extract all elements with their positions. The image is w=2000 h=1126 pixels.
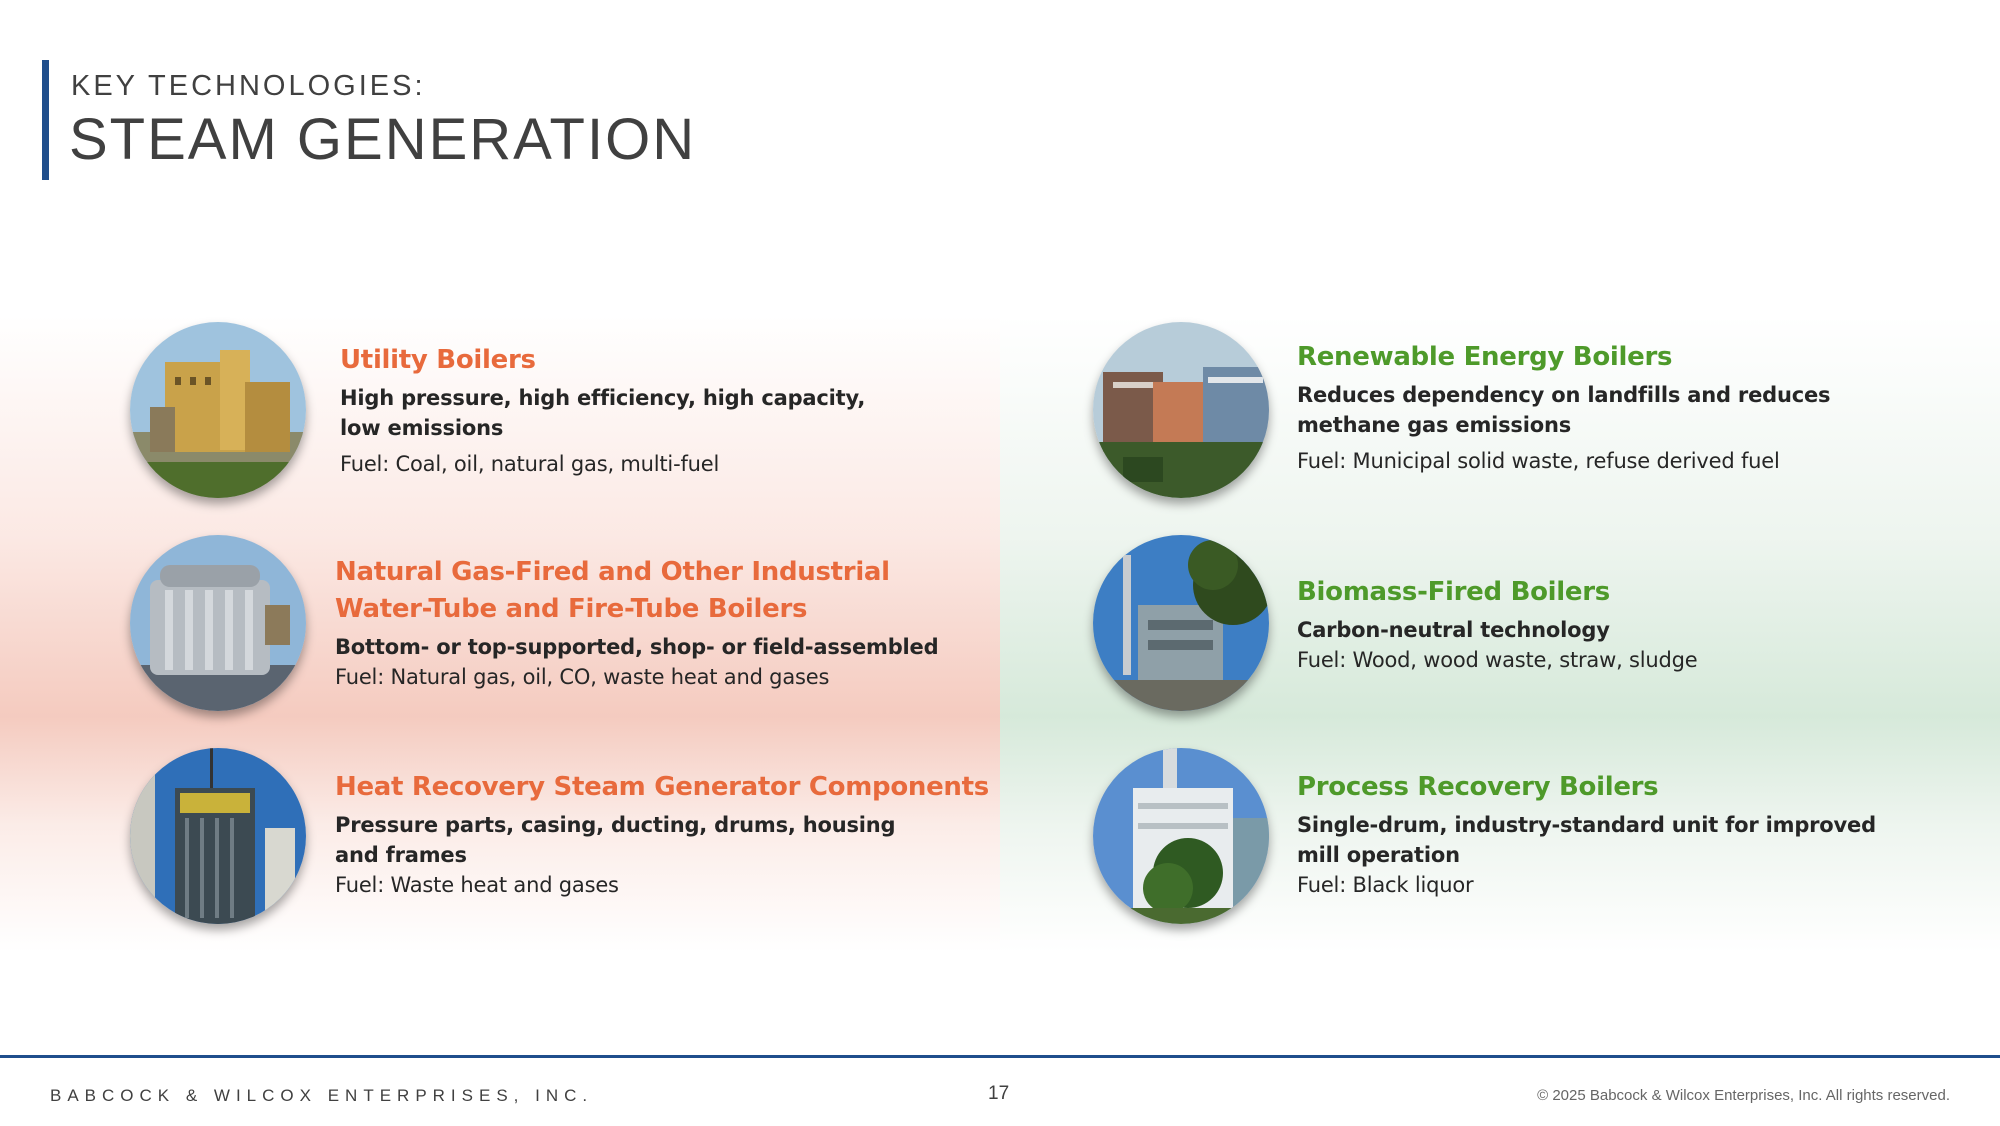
industrial-boilers-fuel: Fuel: Natural gas, oil, CO, waste heat and gases [335,665,830,689]
hrsg-desc-line-1: Pressure parts, casing, ducting, drums, housing [335,813,896,837]
renewable-energy-title: Renewable Energy Boilers [1297,342,1673,372]
page-number: 17 [988,1083,1010,1104]
process-recovery-title: Process Recovery Boilers [1297,772,1659,802]
renewable-energy-desc-line-1: Reduces dependency on landfills and reduces [1297,383,1831,407]
renewable-energy-item [1297,339,1917,476]
utility-boilers-desc-line-2: low emissions [340,416,504,440]
footer-divider [0,1055,2000,1058]
utility-boilers-title: Utility Boilers [340,345,536,375]
hrsg-title: Heat Recovery Steam Generator Components [335,772,989,802]
biomass-desc: Carbon-neutral technology [1297,618,1610,642]
industrial-boilers-desc: Bottom- or top-supported, shop- or field-assembled [335,635,939,659]
utility-boilers-fuel: Fuel: Coal, oil, natural gas, multi-fuel [340,452,720,476]
biomass-photo [1093,535,1269,711]
renewable-energy-desc-line-2: methane gas emissions [1297,413,1571,437]
renewable-energy-fuel: Fuel: Municipal solid waste, refuse derived fuel [1297,449,1780,473]
utility-boilers-item [340,342,980,479]
hrsg-fuel: Fuel: Waste heat and gases [335,873,619,897]
section-kicker: KEY TECHNOLOGIES: [71,70,426,102]
page-title: STEAM GENERATION [69,107,697,172]
footer-company-name: BABCOCK & WILCOX ENTERPRISES, INC. [50,1086,594,1105]
hrsg-photo [130,748,306,924]
process-recovery-desc-line-1: Single-drum, industry-standard unit for improved [1297,813,1876,837]
renewable-energy-photo [1093,322,1269,498]
industrial-boilers-title-line-2: Water-Tube and Fire-Tube Boilers [335,594,808,624]
industrial-boiler-photo [130,535,306,711]
hrsg-item [335,769,995,900]
process-recovery-photo [1093,748,1269,924]
industrial-boilers-title-line-1: Natural Gas-Fired and Other Industrial [335,557,890,587]
process-recovery-item [1297,769,1937,900]
industrial-boilers-item [335,554,985,692]
biomass-title: Biomass-Fired Boilers [1297,577,1610,607]
utility-boiler-photo [130,322,306,498]
biomass-item [1297,574,1917,675]
process-recovery-desc-line-2: mill operation [1297,843,1460,867]
utility-boilers-desc-line-1: High pressure, high efficiency, high capacity, [340,386,866,410]
footer-copyright: © 2025 Babcock & Wilcox Enterprises, Inc. All rights reserved. [1537,1087,1950,1104]
process-recovery-fuel: Fuel: Black liquor [1297,873,1474,897]
biomass-fuel: Fuel: Wood, wood waste, straw, sludge [1297,648,1698,672]
title-accent-bar [42,60,49,180]
hrsg-desc-line-2: and frames [335,843,467,867]
